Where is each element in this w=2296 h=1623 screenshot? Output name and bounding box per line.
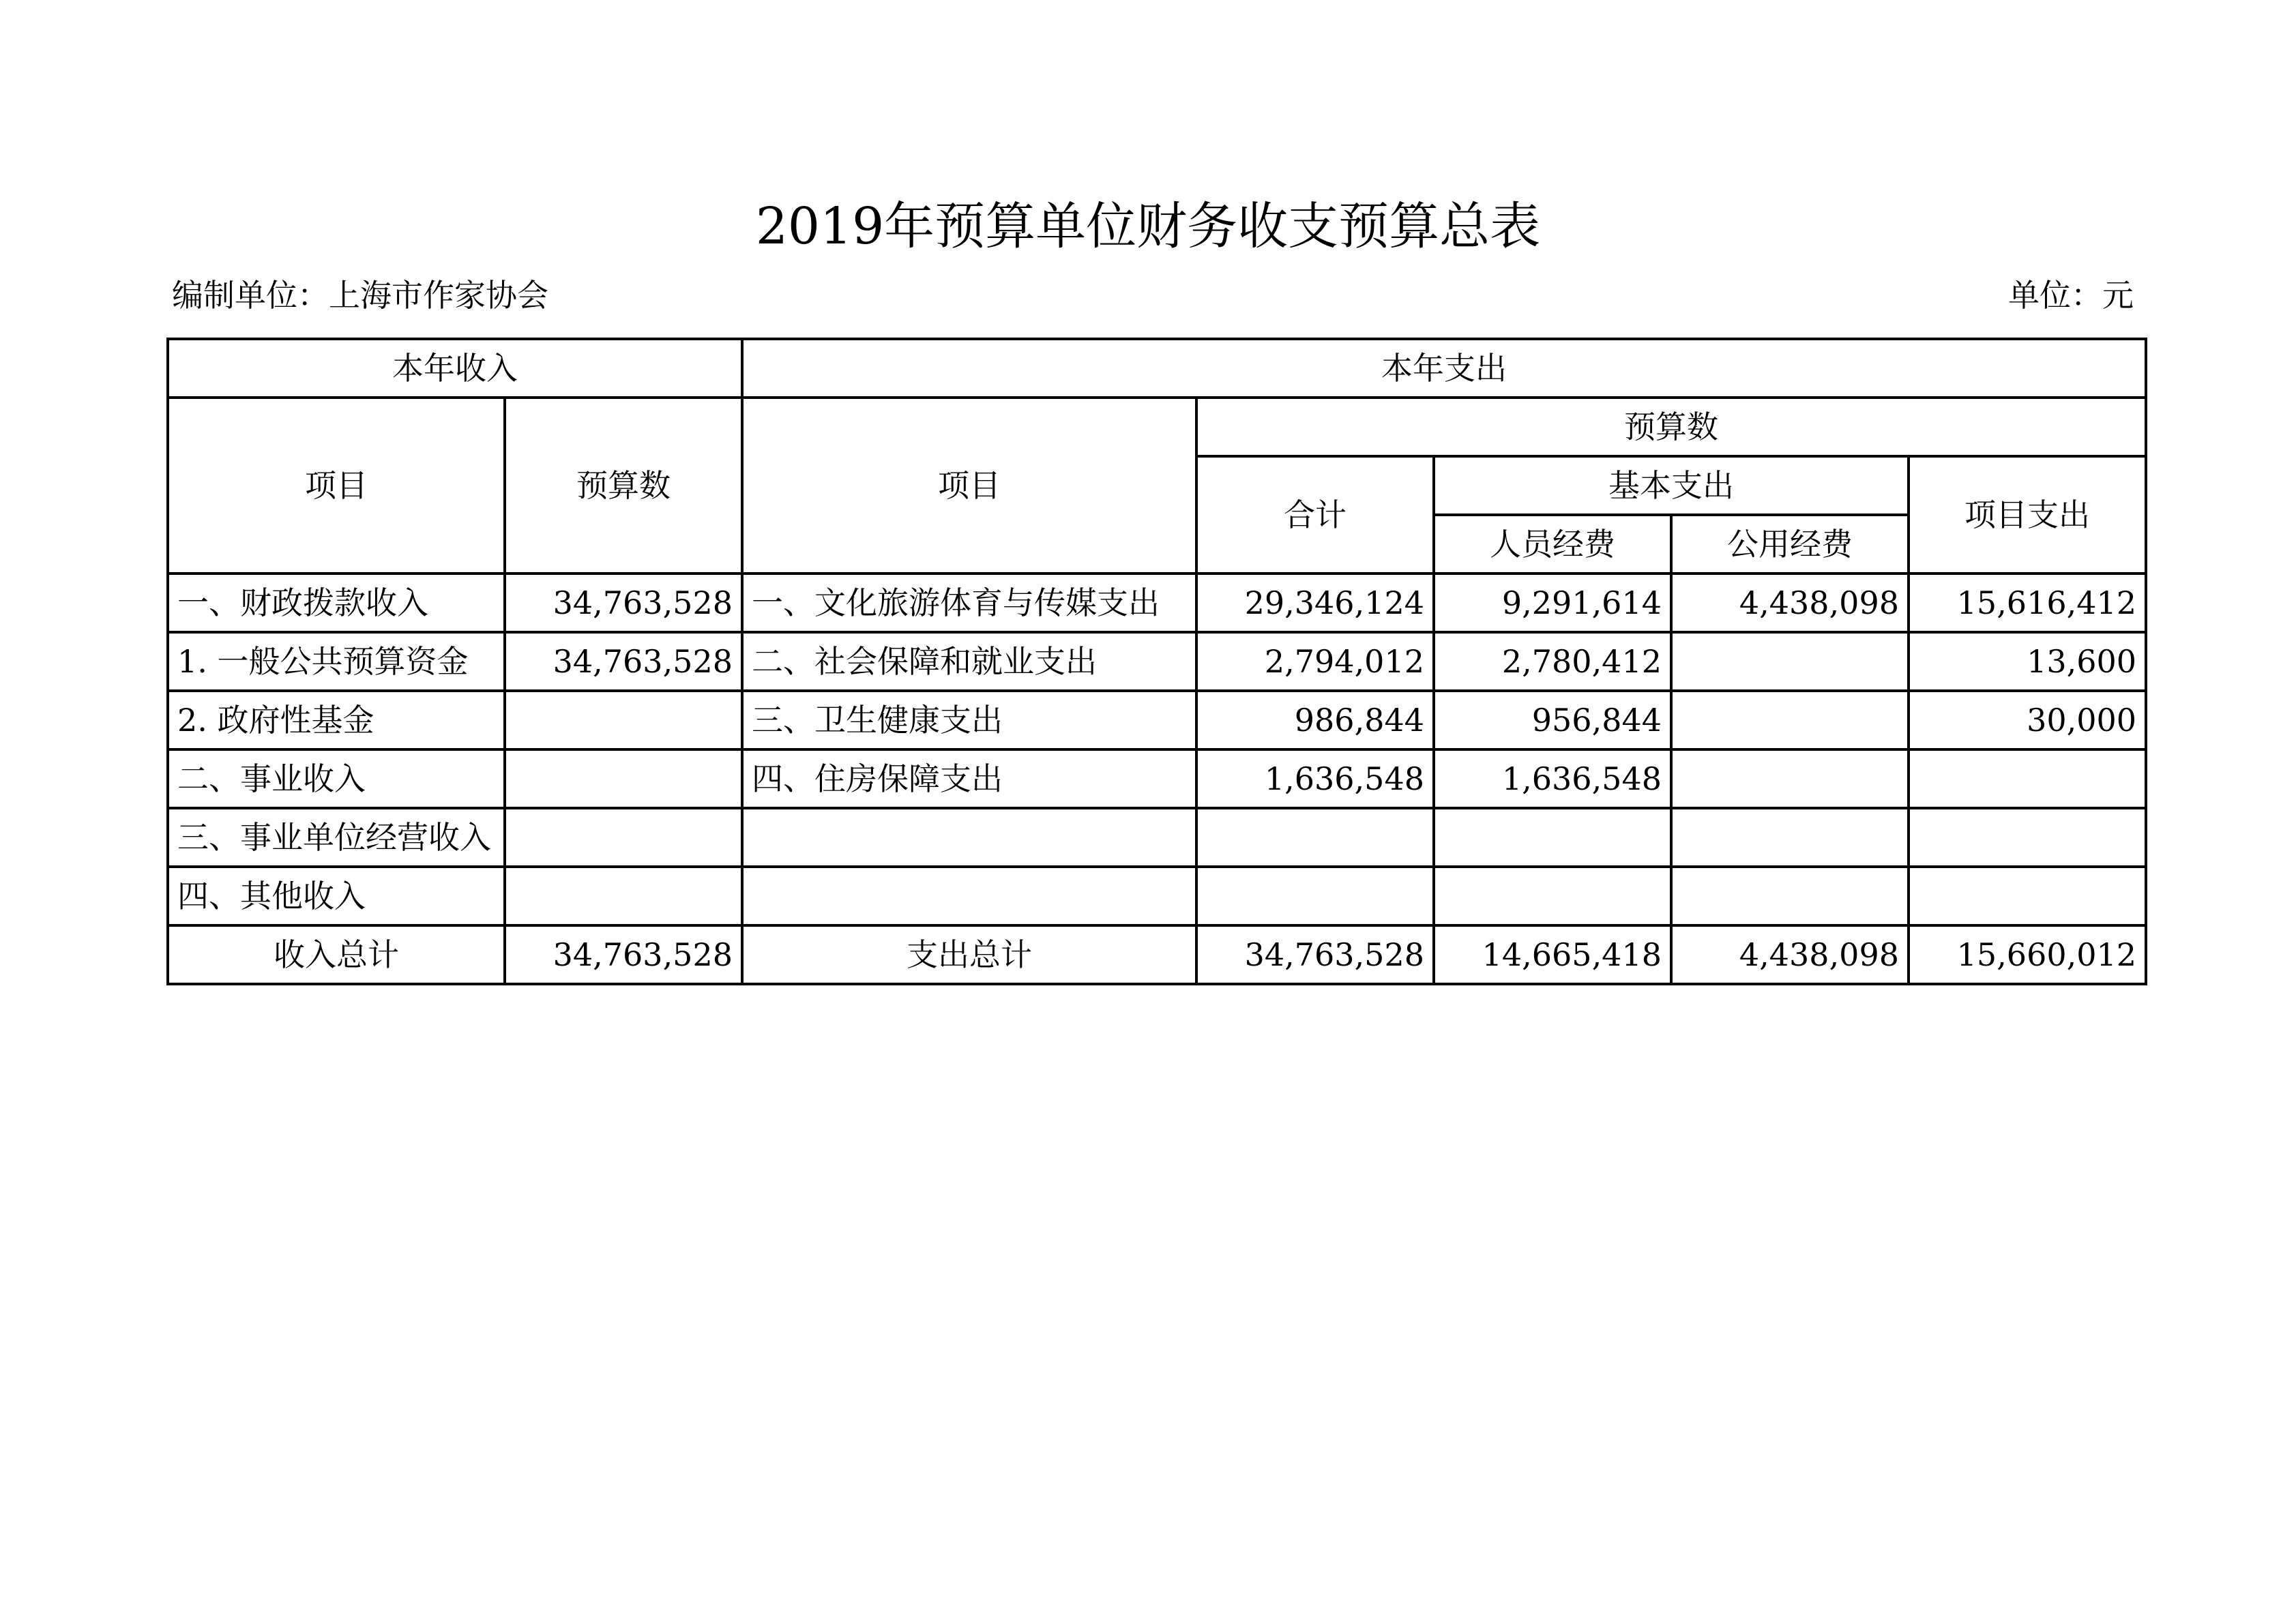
table-row [168,574,2146,632]
table-row [168,749,2146,808]
expense-project: 30,000 [1909,691,2146,749]
income-item: 二、事业收入 [168,749,505,808]
income-item: 三、事业单位经营收入 [168,808,505,867]
page-title: 2019年预算单位财务收支预算总表 [755,197,1541,256]
income-budget [505,691,742,749]
expense-public [1671,749,1909,808]
expense-project [1909,867,2146,925]
expense-total: 986,844 [1196,691,1434,749]
expense-item: 三、卫生健康支出 [742,691,1196,749]
expense-budget-header: 预算数 [1196,398,2146,456]
expense-item-header: 项目 [742,398,1196,574]
income-budget: 34,763,528 [505,574,742,632]
expense-public [1671,691,1909,749]
expense-personnel: 1,636,548 [1434,749,1671,808]
expense-public [1671,808,1909,867]
project-expense-header: 项目支出 [1909,456,2146,574]
expense-public: 4,438,098 [1671,574,1909,632]
income-item: 一、财政拨款收入 [168,574,505,632]
income-budget-header: 预算数 [505,398,742,574]
table-row [168,691,2146,749]
expense-personnel: 9,291,614 [1434,574,1671,632]
expense-header: 本年支出 [742,339,2146,398]
income-item-header: 项目 [168,398,505,574]
expense-project: 15,616,412 [1909,574,2146,632]
expense-personnel [1434,867,1671,925]
income-item: 四、其他收入 [168,867,505,925]
income-budget: 34,763,528 [505,632,742,691]
income-budget [505,808,742,867]
expense-item [742,808,1196,867]
income-budget [505,867,742,925]
expense-total: 1,636,548 [1196,749,1434,808]
expense-total [1196,808,1434,867]
table-row [168,632,2146,691]
income-header: 本年收入 [168,339,742,398]
header-row-1 [168,339,2146,398]
expense-project [1909,808,2146,867]
personnel-header: 人员经费 [1434,515,1671,574]
table-row [168,808,2146,867]
header-row-2 [168,398,2146,456]
income-item: 2. 政府性基金 [168,691,505,749]
expense-personnel [1434,808,1671,867]
expense-personnel: 2,780,412 [1434,632,1671,691]
expense-item: 四、住房保障支出 [742,749,1196,808]
expense-project: 13,600 [1909,632,2146,691]
income-item: 1. 一般公共预算资金 [168,632,505,691]
expense-item: 二、社会保障和就业支出 [742,632,1196,691]
table-row [168,867,2146,925]
expense-item: 一、文化旅游体育与传媒支出 [742,574,1196,632]
expense-total: 2,794,012 [1196,632,1434,691]
expense-public [1671,867,1909,925]
income-total-label: 收入总计 [168,925,505,984]
income-budget [505,749,742,808]
expense-total-label: 支出总计 [742,925,1196,984]
total-header: 合计 [1196,456,1434,574]
budget-summary-table [166,338,2147,985]
public-header: 公用经费 [1671,515,1909,574]
expense-personnel: 956,844 [1434,691,1671,749]
basic-expense-header: 基本支出 [1434,456,1909,515]
project-total-value: 15,660,012 [1909,925,2146,984]
totals-row [168,925,2146,984]
currency-unit-label: 单位：元 [2008,277,2134,314]
expense-public [1671,632,1909,691]
expense-item [742,867,1196,925]
expense-total [1196,867,1434,925]
expense-total-value: 34,763,528 [1196,925,1434,984]
income-total-value: 34,763,528 [505,925,742,984]
expense-total: 29,346,124 [1196,574,1434,632]
compiling-unit-label: 编制单位：上海市作家协会 [172,277,548,314]
expense-project [1909,749,2146,808]
public-total-value: 4,438,098 [1671,925,1909,984]
personnel-total-value: 14,665,418 [1434,925,1671,984]
